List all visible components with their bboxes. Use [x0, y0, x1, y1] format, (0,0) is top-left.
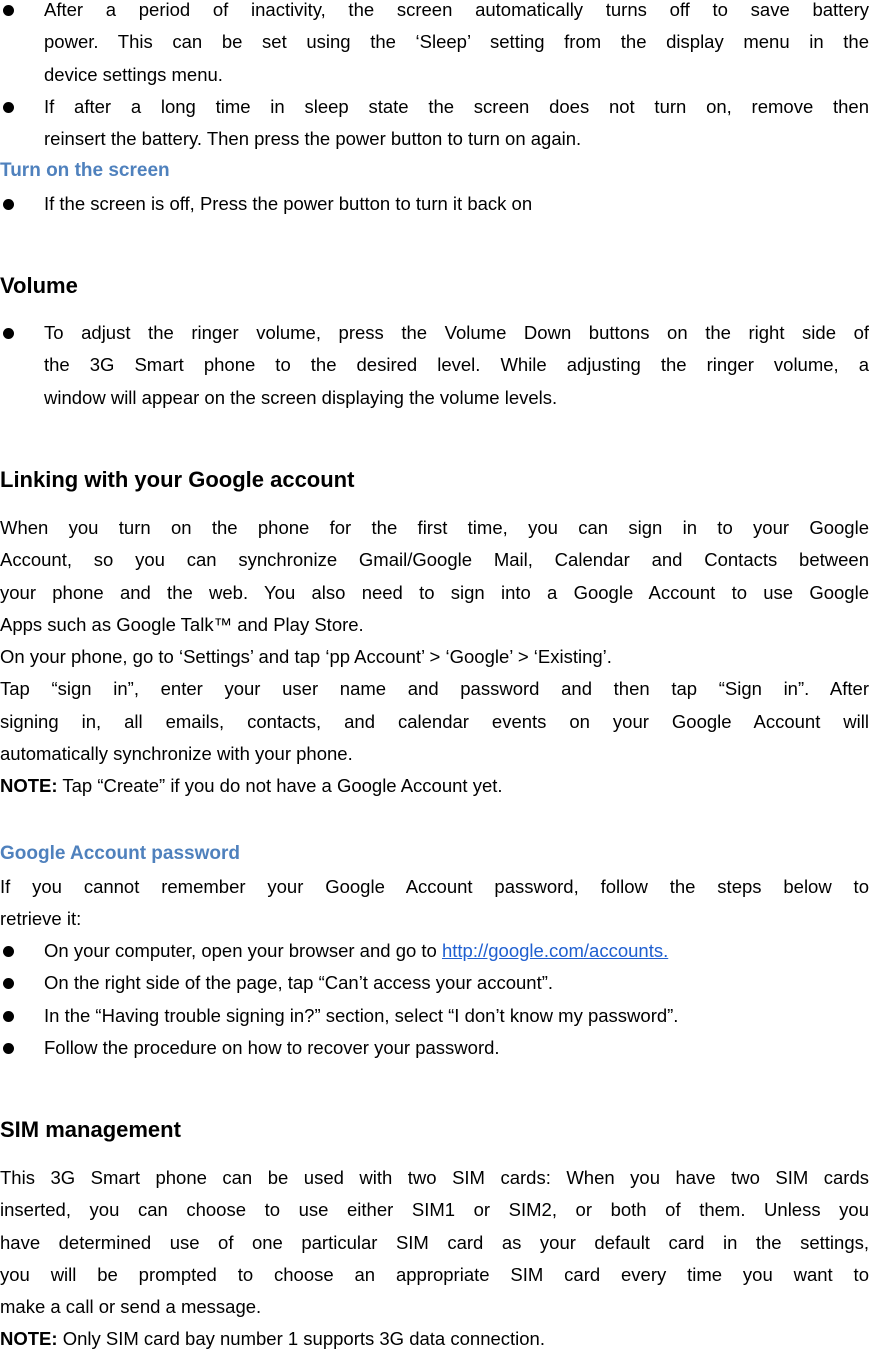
text-line: On the right side of the page, tap “Can’t access your account”.	[44, 972, 554, 993]
text-line: make a call or send a message.	[0, 1296, 262, 1318]
bullet-dot	[3, 5, 14, 16]
bullet-dot	[3, 102, 14, 113]
note-label: NOTE:	[0, 1328, 58, 1350]
text-line: Apps such as Google Talk™ and Play Store.	[0, 613, 364, 635]
text-line: signing in, all emails, contacts, and calendar events on your Google Account will	[0, 710, 869, 732]
text-line: On your phone, go to ‘Settings’ and tap ‘pp Account’ > ‘Google’ > ‘Existing’.	[0, 646, 612, 668]
note-line	[0, 770, 869, 802]
text-line: inserted, you can choose to use either SIM1 or SIM2, or both of them. Unless you	[0, 1199, 869, 1221]
text-line: have determined use of one particular SIM card as your default card in the settings,	[0, 1231, 869, 1253]
bullet-dot	[3, 328, 14, 339]
section-heading-volume: Volume	[0, 273, 78, 298]
text-line: After a period of inactivity, the screen automatically turns off to save battery	[44, 0, 869, 20]
bullet-dot	[3, 1043, 14, 1054]
text-line: your phone and the web. You also need to sign into a Google Account to use Google	[0, 581, 869, 603]
paragraph-password-intro	[0, 871, 869, 936]
paragraph-sim	[0, 1162, 869, 1356]
text-line: the 3G Smart phone to the desired level. While adjusting the ringer volume, a	[44, 354, 869, 376]
text-line: power. This can be set using the ‘Sleep’ setting from the display menu in the	[44, 31, 869, 53]
bullet-dot	[3, 978, 14, 989]
note-text: Tap “Create” if you do not have a Google Account yet.	[57, 775, 503, 797]
text-line: you will be prompted to choose an appropriate SIM card every time you want to	[0, 1263, 869, 1285]
text-line: If after a long time in sleep state the screen does not turn on, remove then	[44, 96, 869, 117]
text-line: If the screen is off, Press the power button to turn it back on	[44, 193, 533, 214]
text-line: When you turn on the phone for the first time, you can sign in to your Google	[0, 517, 869, 538]
bullet-dot	[3, 946, 14, 957]
text-line: In the “Having trouble signing in?” section, select “I don’t know my password”.	[44, 1005, 679, 1026]
section-heading-password: Google Account password	[0, 843, 240, 864]
text-line: automatically synchronize with your phone.	[0, 743, 353, 765]
text-line: Tap “sign in”, enter your user name and password and then tap “Sign in”. After	[0, 678, 869, 700]
text-line: If you cannot remember your Google Account password, follow the steps below to	[0, 876, 869, 897]
note-label: NOTE:	[0, 775, 58, 797]
text-line: reinsert the battery. Then press the power button to turn on again.	[44, 128, 582, 150]
step-text: On your computer, open your browser and go to	[44, 940, 442, 961]
note-line	[0, 1323, 869, 1355]
text-line: To adjust the ringer volume, press the Volume Down buttons on the right side of	[44, 322, 869, 343]
accounts-link[interactable]: http://google.com/accounts.	[441, 940, 669, 961]
bullet-dot	[3, 1011, 14, 1022]
text-line: retrieve it:	[0, 908, 82, 930]
text-line	[44, 935, 869, 967]
text-line: window will appear on the screen displaying the volume levels.	[44, 386, 558, 408]
section-heading-google: Linking with your Google account	[0, 467, 355, 492]
section-heading-sim: SIM management	[0, 1117, 181, 1142]
text-line: device settings menu.	[44, 63, 223, 85]
bullet-dot	[3, 199, 14, 210]
text-line: This 3G Smart phone can be used with two SIM cards: When you have two SIM cards	[0, 1167, 869, 1188]
note-text: Only SIM card bay number 1 supports 3G data connection.	[57, 1328, 545, 1350]
section-heading-turn-on: Turn on the screen	[0, 160, 170, 181]
paragraph-google-intro	[0, 512, 869, 803]
text-line: Follow the procedure on how to recover your password.	[44, 1037, 500, 1058]
text-line: Account, so you can synchronize Gmail/Google Mail, Calendar and Contacts between	[0, 549, 869, 571]
